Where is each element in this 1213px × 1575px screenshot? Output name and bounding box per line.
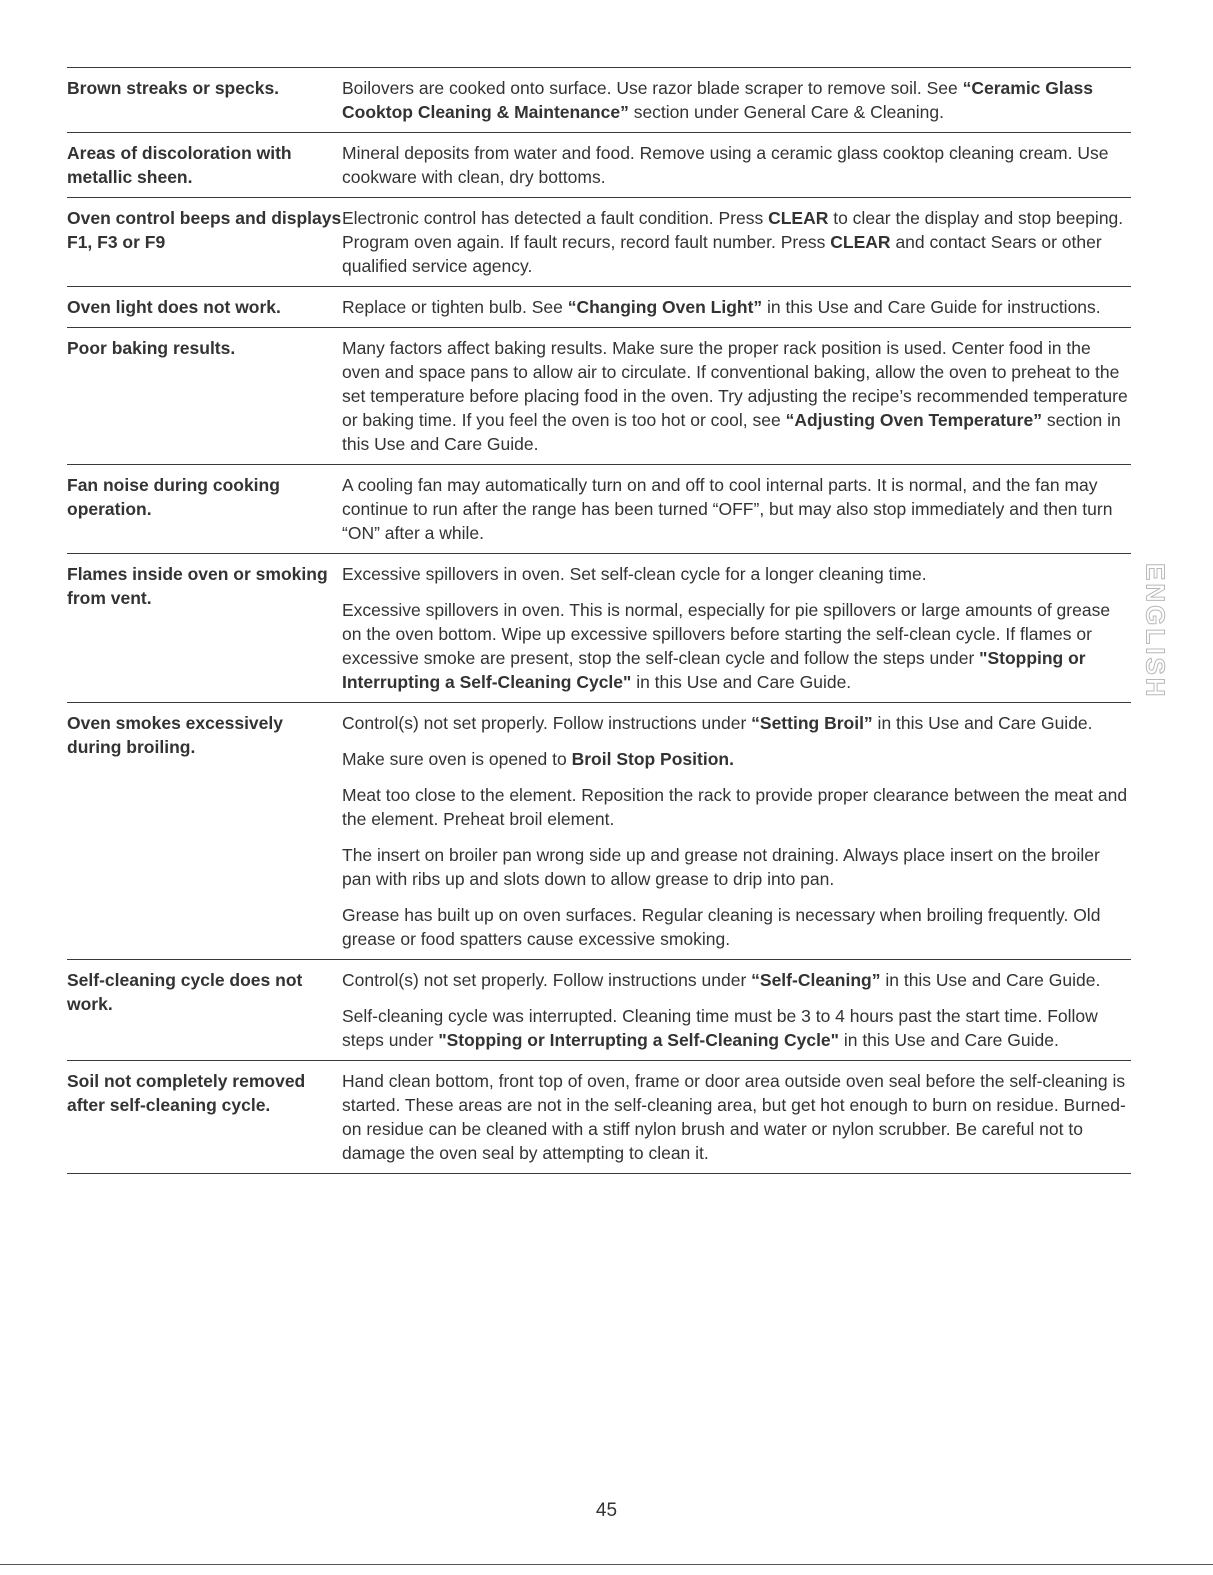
language-side-tab: [1137, 562, 1173, 700]
table-row: [67, 132, 1131, 197]
text-segment: Make sure oven is opened to: [342, 749, 572, 769]
solution-paragraph: [342, 1004, 1131, 1052]
solution-paragraph: [342, 206, 1131, 278]
problem-cell: Brown streaks or specks.: [67, 78, 280, 98]
table-row: [67, 1060, 1131, 1174]
problem-cell: Oven control beeps and displays F1, F3 or F9: [67, 208, 342, 252]
solution-paragraph: [342, 336, 1131, 456]
page-number: 45: [595, 1500, 618, 1521]
solution-paragraph: [342, 711, 1131, 735]
text-segment: Replace or tighten bulb. See: [342, 297, 568, 317]
text-segment: Excessive spillovers in oven. Set self-clean cycle for a longer cleaning time.: [342, 564, 927, 584]
text-segment: Excessive spillovers in oven. This is normal, especially for pie spillovers or large amounts of grease on the oven bottom. Wipe up excessive spillovers before starting the self-clean cycle. If flames or excessive smoke are present, stop the self-clean cycle and follow the steps under: [342, 600, 1111, 668]
text-segment: The insert on broiler pan wrong side up and grease not draining. Always place insert on the broiler pan with ribs up and slots down to allow grease to drip into pan.: [342, 845, 1100, 889]
solution-paragraph: [342, 968, 1131, 992]
text-segment: Meat too close to the element. Reposition the rack to provide proper clearance between the meat and the element. Preheat broil element.: [342, 785, 1128, 829]
emphasized-text: CLEAR: [768, 208, 829, 228]
text-segment: Hand clean bottom, front top of oven, frame or door area outside oven seal before the self-cleaning is started. These areas are not in the self-cleaning area, but get hot enough to burn on residue. Burned-on residue can be cleaned with a stiff nylon brush and water or nylon scrubber. Be careful not to damage the oven seal by attempting to clean it.: [342, 1071, 1126, 1163]
table-row: [67, 959, 1131, 1060]
solution-cell: [342, 709, 1131, 951]
solution-paragraph: [342, 562, 1131, 586]
solution-cell: [342, 74, 1131, 124]
solution-cell: [342, 1067, 1131, 1165]
emphasized-text: “Setting Broil”: [751, 713, 873, 733]
solution-cell: [342, 471, 1131, 545]
text-segment: Control(s) not set properly. Follow instructions under: [342, 970, 752, 990]
table-row: [67, 197, 1131, 286]
solution-cell: [342, 293, 1131, 319]
text-segment: to clear the display and stop beeping. Program oven again. If fault recurs, record fault number. Press: [342, 208, 1124, 252]
problem-cell: Oven smokes excessively during broiling.: [67, 713, 283, 757]
emphasized-text: Broil Stop Position.: [571, 749, 734, 769]
emphasized-text: "Stopping or Interrupting a Self-Cleaning Cycle": [342, 648, 1086, 692]
problem-cell: Areas of discoloration with metallic sheen.: [67, 143, 292, 187]
table-row: [67, 67, 1131, 132]
problem-cell: Fan noise during cooking operation.: [67, 475, 280, 519]
emphasized-text: “Self-Cleaning”: [751, 970, 881, 990]
solution-cell: [342, 560, 1131, 694]
solution-paragraph: [342, 1069, 1131, 1165]
emphasized-text: "Stopping or Interrupting a Self-Cleaning Cycle": [438, 1030, 839, 1050]
solution-paragraph: [342, 598, 1131, 694]
problem-cell: Oven light does not work.: [67, 297, 281, 317]
text-segment: in this Use and Care Guide.: [631, 672, 852, 692]
text-segment: Control(s) not set properly. Follow instructions under: [342, 713, 752, 733]
text-segment: Grease has built up on oven surfaces. Regular cleaning is necessary when broiling frequently. Old grease or food spatters cause excessive smoking.: [342, 905, 1101, 949]
text-segment: Self-cleaning cycle was interrupted. Cleaning time must be 3 to 4 hours past the start time. Follow steps under: [342, 1006, 1098, 1050]
solution-cell: [342, 334, 1131, 456]
solution-cell: [342, 966, 1131, 1052]
solution-paragraph: [342, 783, 1131, 831]
emphasized-text: “Ceramic Glass Cooktop Cleaning & Maintenance”: [342, 78, 1093, 122]
table-row: [67, 553, 1131, 702]
text-segment: in this Use and Care Guide.: [838, 1030, 1059, 1050]
troubleshooting-table: [67, 67, 1131, 1174]
table-row: [67, 702, 1131, 959]
solution-paragraph: [342, 747, 1131, 771]
text-segment: Many factors affect baking results. Make sure the proper rack position is used. Center food in the oven and space pans to allow air to circulate. If conventional baking, allow the oven to preheat to the set temperature before placing food in the oven. Try adjusting the recipe’s recommended temperature or baking time. If you feel the oven is too hot or cool, see: [342, 338, 1128, 430]
language-label: ENGLISH: [1140, 562, 1171, 700]
text-segment: in this Use and Care Guide.: [872, 713, 1093, 733]
solution-paragraph: [342, 473, 1131, 545]
table-row: [67, 286, 1131, 327]
solution-cell: [342, 204, 1131, 278]
text-segment: Electronic control has detected a fault condition. Press: [342, 208, 769, 228]
emphasized-text: “Adjusting Oven Temperature”: [785, 410, 1042, 430]
text-segment: in this Use and Care Guide for instructions.: [762, 297, 1101, 317]
solution-paragraph: [342, 295, 1131, 319]
text-segment: Mineral deposits from water and food. Remove using a ceramic glass cooktop cleaning cream. Use cookware with clean, dry bottoms.: [342, 143, 1109, 187]
text-segment: section under General Care & Cleaning.: [628, 102, 945, 122]
solution-paragraph: [342, 843, 1131, 891]
emphasized-text: CLEAR: [830, 232, 891, 252]
solution-paragraph: [342, 76, 1131, 124]
problem-cell: Soil not completely removed after self-cleaning cycle.: [67, 1071, 306, 1115]
solution-paragraph: [342, 141, 1131, 189]
problem-cell: Poor baking results.: [67, 338, 236, 358]
text-segment: A cooling fan may automatically turn on and off to cool internal parts. It is normal, and the fan may continue to run after the range has been turned “OFF”, but may also stop immediately and then turn “ON” after a while.: [342, 475, 1113, 543]
table-row: [67, 327, 1131, 464]
text-segment: Boilovers are cooked onto surface. Use razor blade scraper to remove soil. See: [342, 78, 963, 98]
solution-paragraph: [342, 903, 1131, 951]
text-segment: in this Use and Care Guide.: [880, 970, 1101, 990]
text-segment: section in this Use and Care Guide.: [342, 410, 1121, 454]
problem-cell: Flames inside oven or smoking from vent.: [67, 564, 328, 608]
solution-cell: [342, 139, 1131, 189]
text-segment: and contact Sears or other qualified service agency.: [342, 232, 1102, 276]
table-row: [67, 464, 1131, 553]
bottom-rule: [0, 1564, 1213, 1565]
problem-cell: Self-cleaning cycle does not work.: [67, 970, 303, 1014]
emphasized-text: “Changing Oven Light”: [567, 297, 763, 317]
